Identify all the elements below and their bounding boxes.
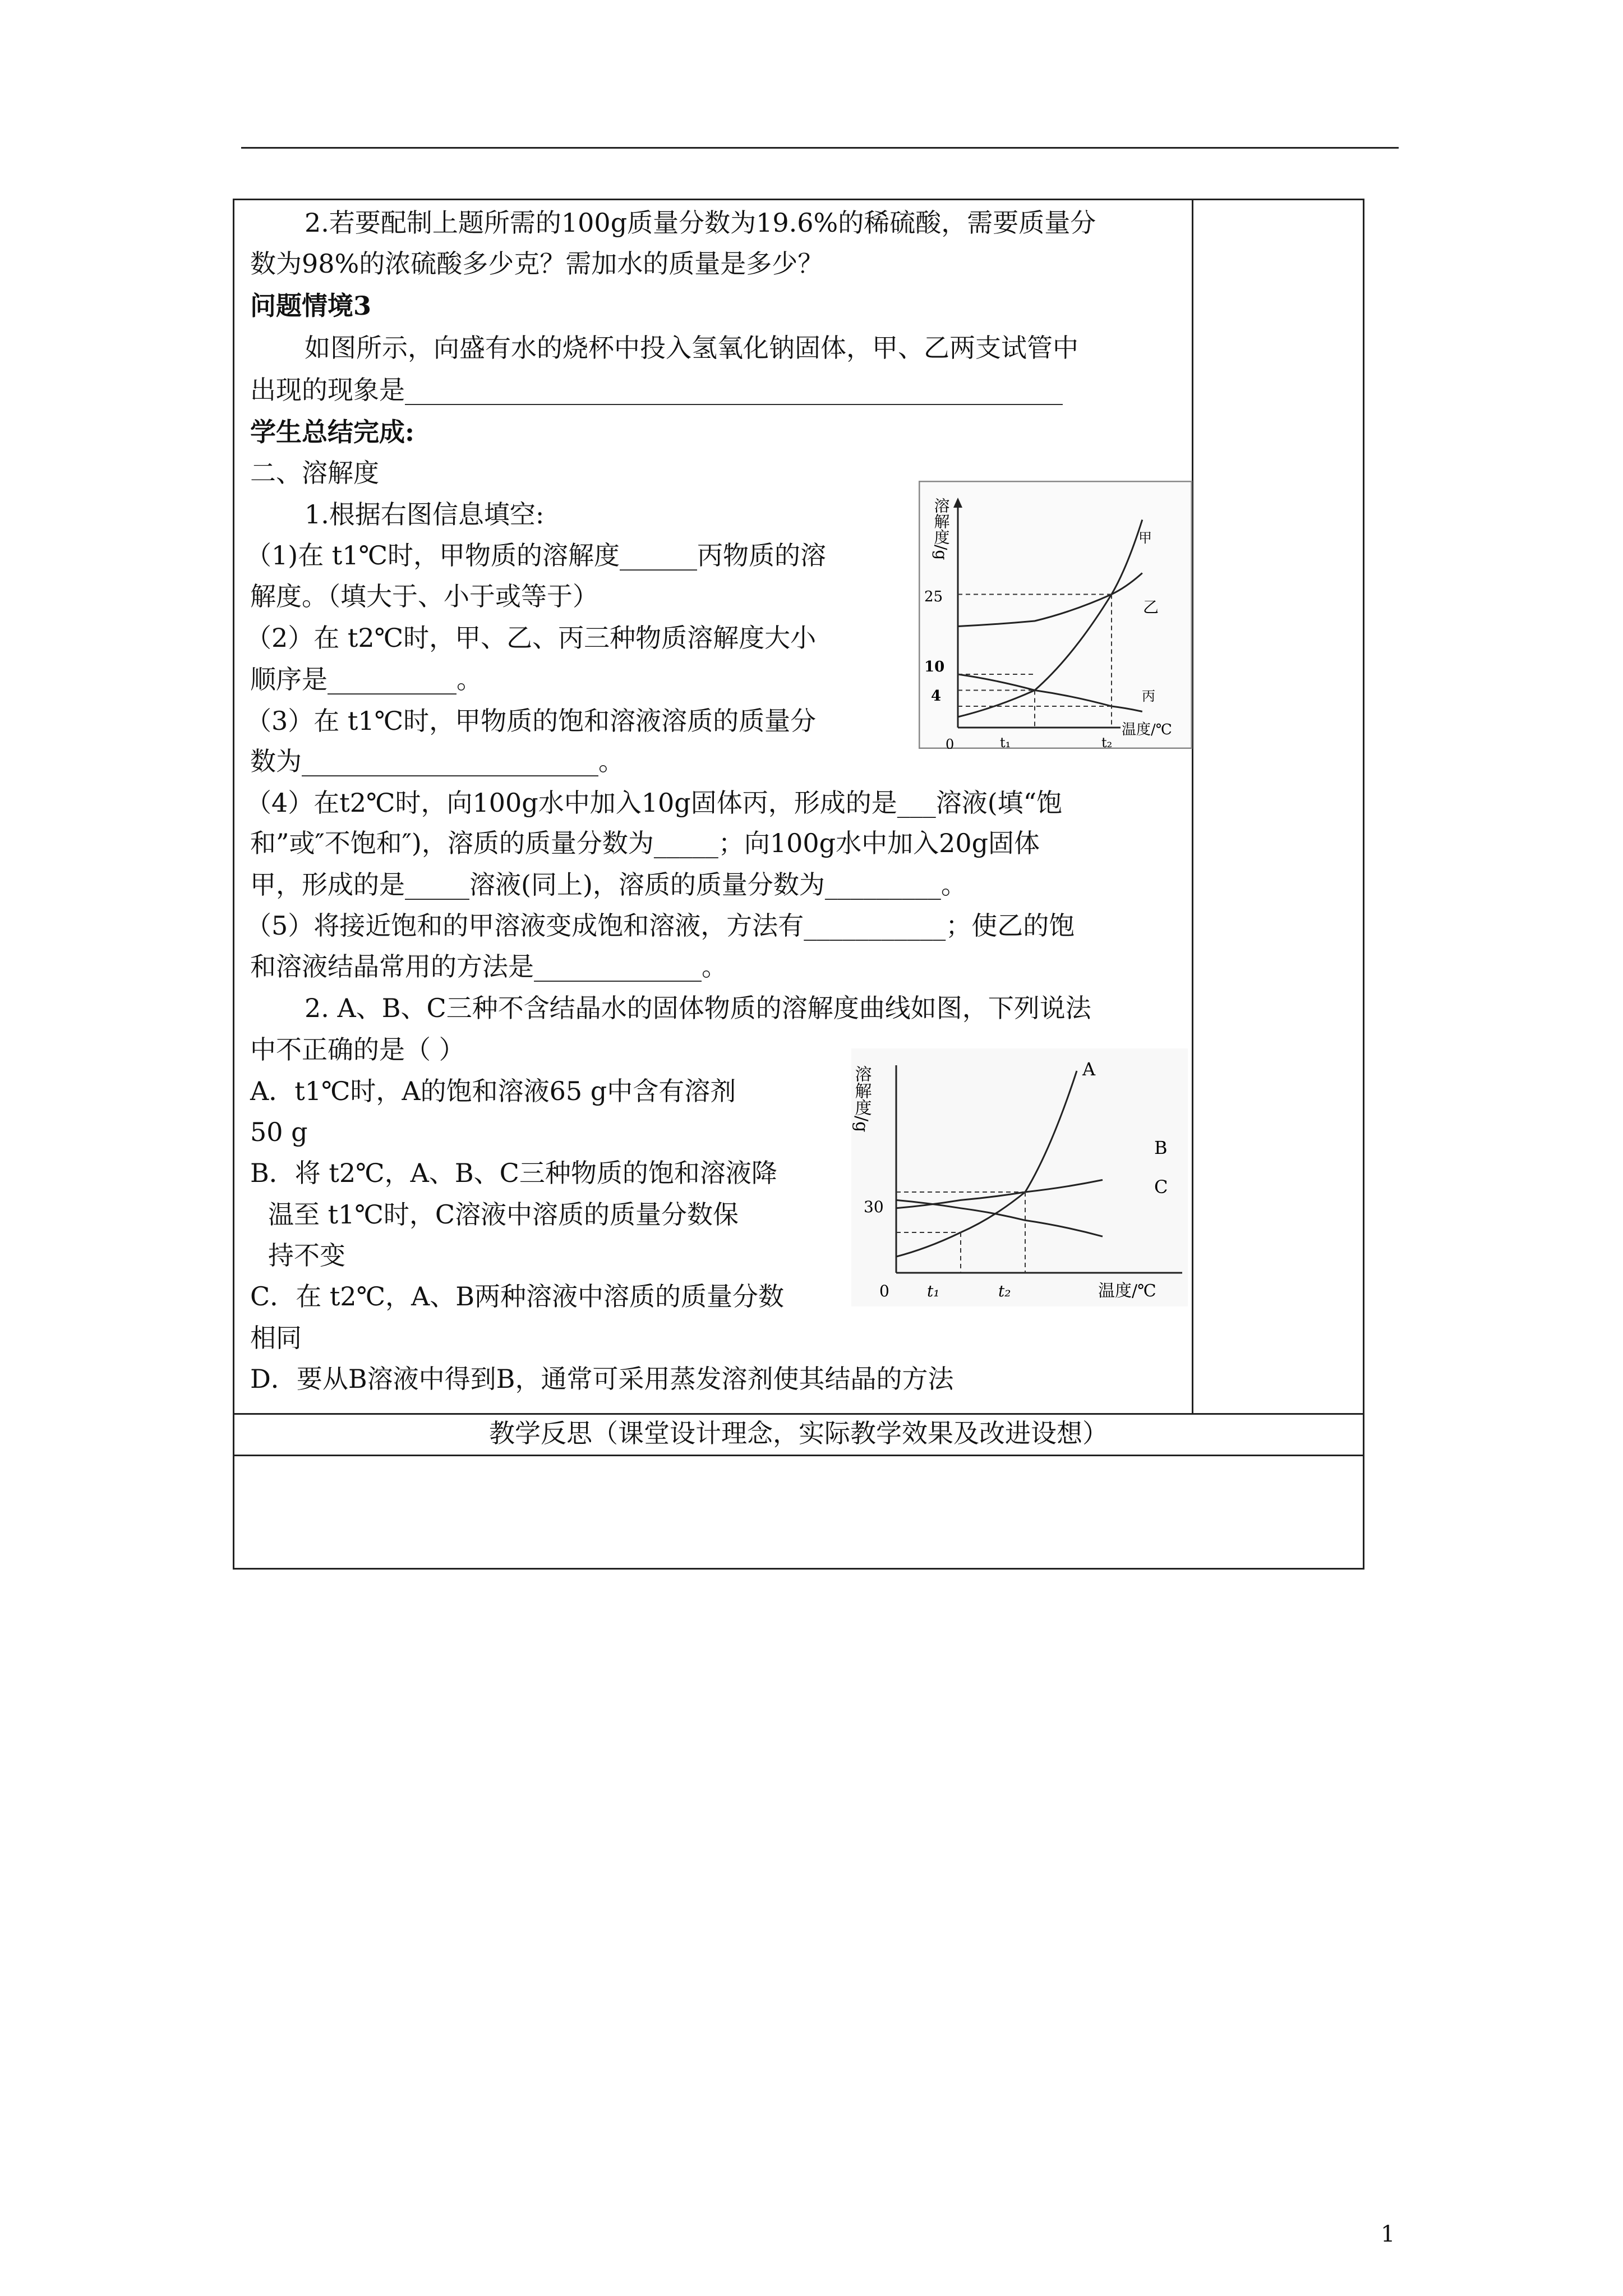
page-number: 1 <box>1381 2221 1395 2247</box>
chart1-label-bing: 丙 <box>1142 688 1155 704</box>
q4-line1: （4）在t2℃时，向100g水中加入10g固体丙，形成的是___溶液(填“饱 <box>246 788 1063 818</box>
chart1-ylabel: 溶解度/g <box>932 498 951 560</box>
q2-line1: 2.若要配制上题所需的100g质量分数为19.6%的稀硫酸，需要质量分 <box>305 208 1096 238</box>
q2s-line2: 顺序是__________。 <box>250 664 482 694</box>
chart1-tick-t2: t₂ <box>1101 735 1113 749</box>
section-title: 二、溶解度 <box>250 458 379 488</box>
q2s-line1: （2）在 t2℃时，甲、乙、丙三种物质溶解度大小 <box>246 623 817 653</box>
q1-line2: 解度。（填大于、小于或等于） <box>250 581 598 611</box>
q3-line1: （3）在 t1℃时，甲物质的饱和溶液溶质的质量分 <box>246 706 817 736</box>
option-d: D．要从B溶液中得到B，通常可采用蒸发溶剂使其结晶的方法 <box>250 1364 954 1394</box>
lesson-table <box>233 199 1364 1570</box>
solubility-chart-2 <box>851 1048 1188 1306</box>
q5-line1: （5）将接近饱和的甲溶液变成饱和溶液，方法有___________；使乙的饱 <box>246 910 1075 941</box>
mcq-stem-line2: 中不正确的是（ ） <box>250 1034 465 1065</box>
q5-line2: 和溶液结晶常用的方法是_____________。 <box>250 951 727 982</box>
option-a-line1: A．t1℃时，A的饱和溶液65 g中含有溶剂 <box>250 1076 736 1106</box>
chart2-tick-t1: t₁ <box>927 1282 940 1300</box>
chart1-tick-t1: t₁ <box>1000 735 1011 749</box>
chart2-ylabel: 溶解度/g <box>851 1065 872 1133</box>
q4-line3: 甲，形成的是_____溶液(同上)，溶质的质量分数为_________。 <box>250 869 967 900</box>
q3-line2: 数为_______________________。 <box>250 746 624 776</box>
chart2-tick-t2: t₂ <box>998 1282 1011 1300</box>
q2-line2: 数为98%的浓硫酸多少克？需加水的质量是多少？ <box>250 249 824 279</box>
option-b-line1: B．将 t2℃，A、B、C三种物质的饱和溶液降 <box>250 1158 777 1188</box>
mcq-stem-line1: 2. A、B、C三种不含结晶水的固体物质的溶解度曲线如图，下列说法 <box>305 993 1091 1023</box>
item1-intro: 1.根据右图信息填空: <box>305 499 545 530</box>
solubility-chart-1 <box>919 481 1192 749</box>
chart2-label-b: B <box>1154 1137 1168 1158</box>
scenario3-line2: 出现的现象是___________________________________________________ <box>250 375 1063 405</box>
chart1-ytick-4: 4 <box>931 688 942 705</box>
chart2-tick-0: 0 <box>879 1282 889 1300</box>
chart1-xlabel: 温度/℃ <box>1122 721 1172 738</box>
q4-line2: 和”或″不饱和″)，溶质的质量分数为_____；向100g水中加入20g固体 <box>250 828 1040 858</box>
chart2-ytick-30: 30 <box>864 1198 884 1216</box>
chart1-ytick-10: 10 <box>924 659 945 675</box>
summary-heading: 学生总结完成: <box>250 417 414 447</box>
scenario3-line1: 如图所示，向盛有水的烧杯中投入氢氧化钠固体，甲、乙两支试管中 <box>305 333 1078 363</box>
option-b-line3: 持不变 <box>268 1240 345 1271</box>
chart2-xlabel: 温度/℃ <box>1098 1281 1156 1301</box>
chart1-label-jia: 甲 <box>1138 530 1152 546</box>
reflection-heading: 教学反思（课堂设计理念，实际教学效果及改进设想） <box>489 1418 1108 1448</box>
option-b-line2: 温至 t1℃时，C溶液中溶质的质量分数保 <box>268 1199 739 1230</box>
chart2-label-a: A <box>1082 1059 1096 1080</box>
chart1-tick-0: 0 <box>946 737 955 749</box>
option-c-line2: 相同 <box>250 1323 302 1353</box>
chart1-ytick-25: 25 <box>924 588 943 605</box>
header-rule <box>241 147 1399 149</box>
q1-line1: （1)在 t1℃时，甲物质的溶解度______丙物质的溶 <box>246 540 827 570</box>
option-c-line1: C．在 t2℃，A、B两种溶液中溶质的质量分数 <box>250 1281 785 1312</box>
chart2-label-c: C <box>1154 1176 1168 1198</box>
scenario3-heading: 问题情境3 <box>250 291 372 321</box>
column-divider <box>1192 200 1193 1413</box>
row-divider-reflection-heading <box>234 1413 1363 1415</box>
chart1-label-yi: 乙 <box>1143 598 1159 616</box>
option-a-line2: 50 g <box>250 1117 308 1147</box>
row-divider-reflection-body <box>234 1455 1363 1456</box>
